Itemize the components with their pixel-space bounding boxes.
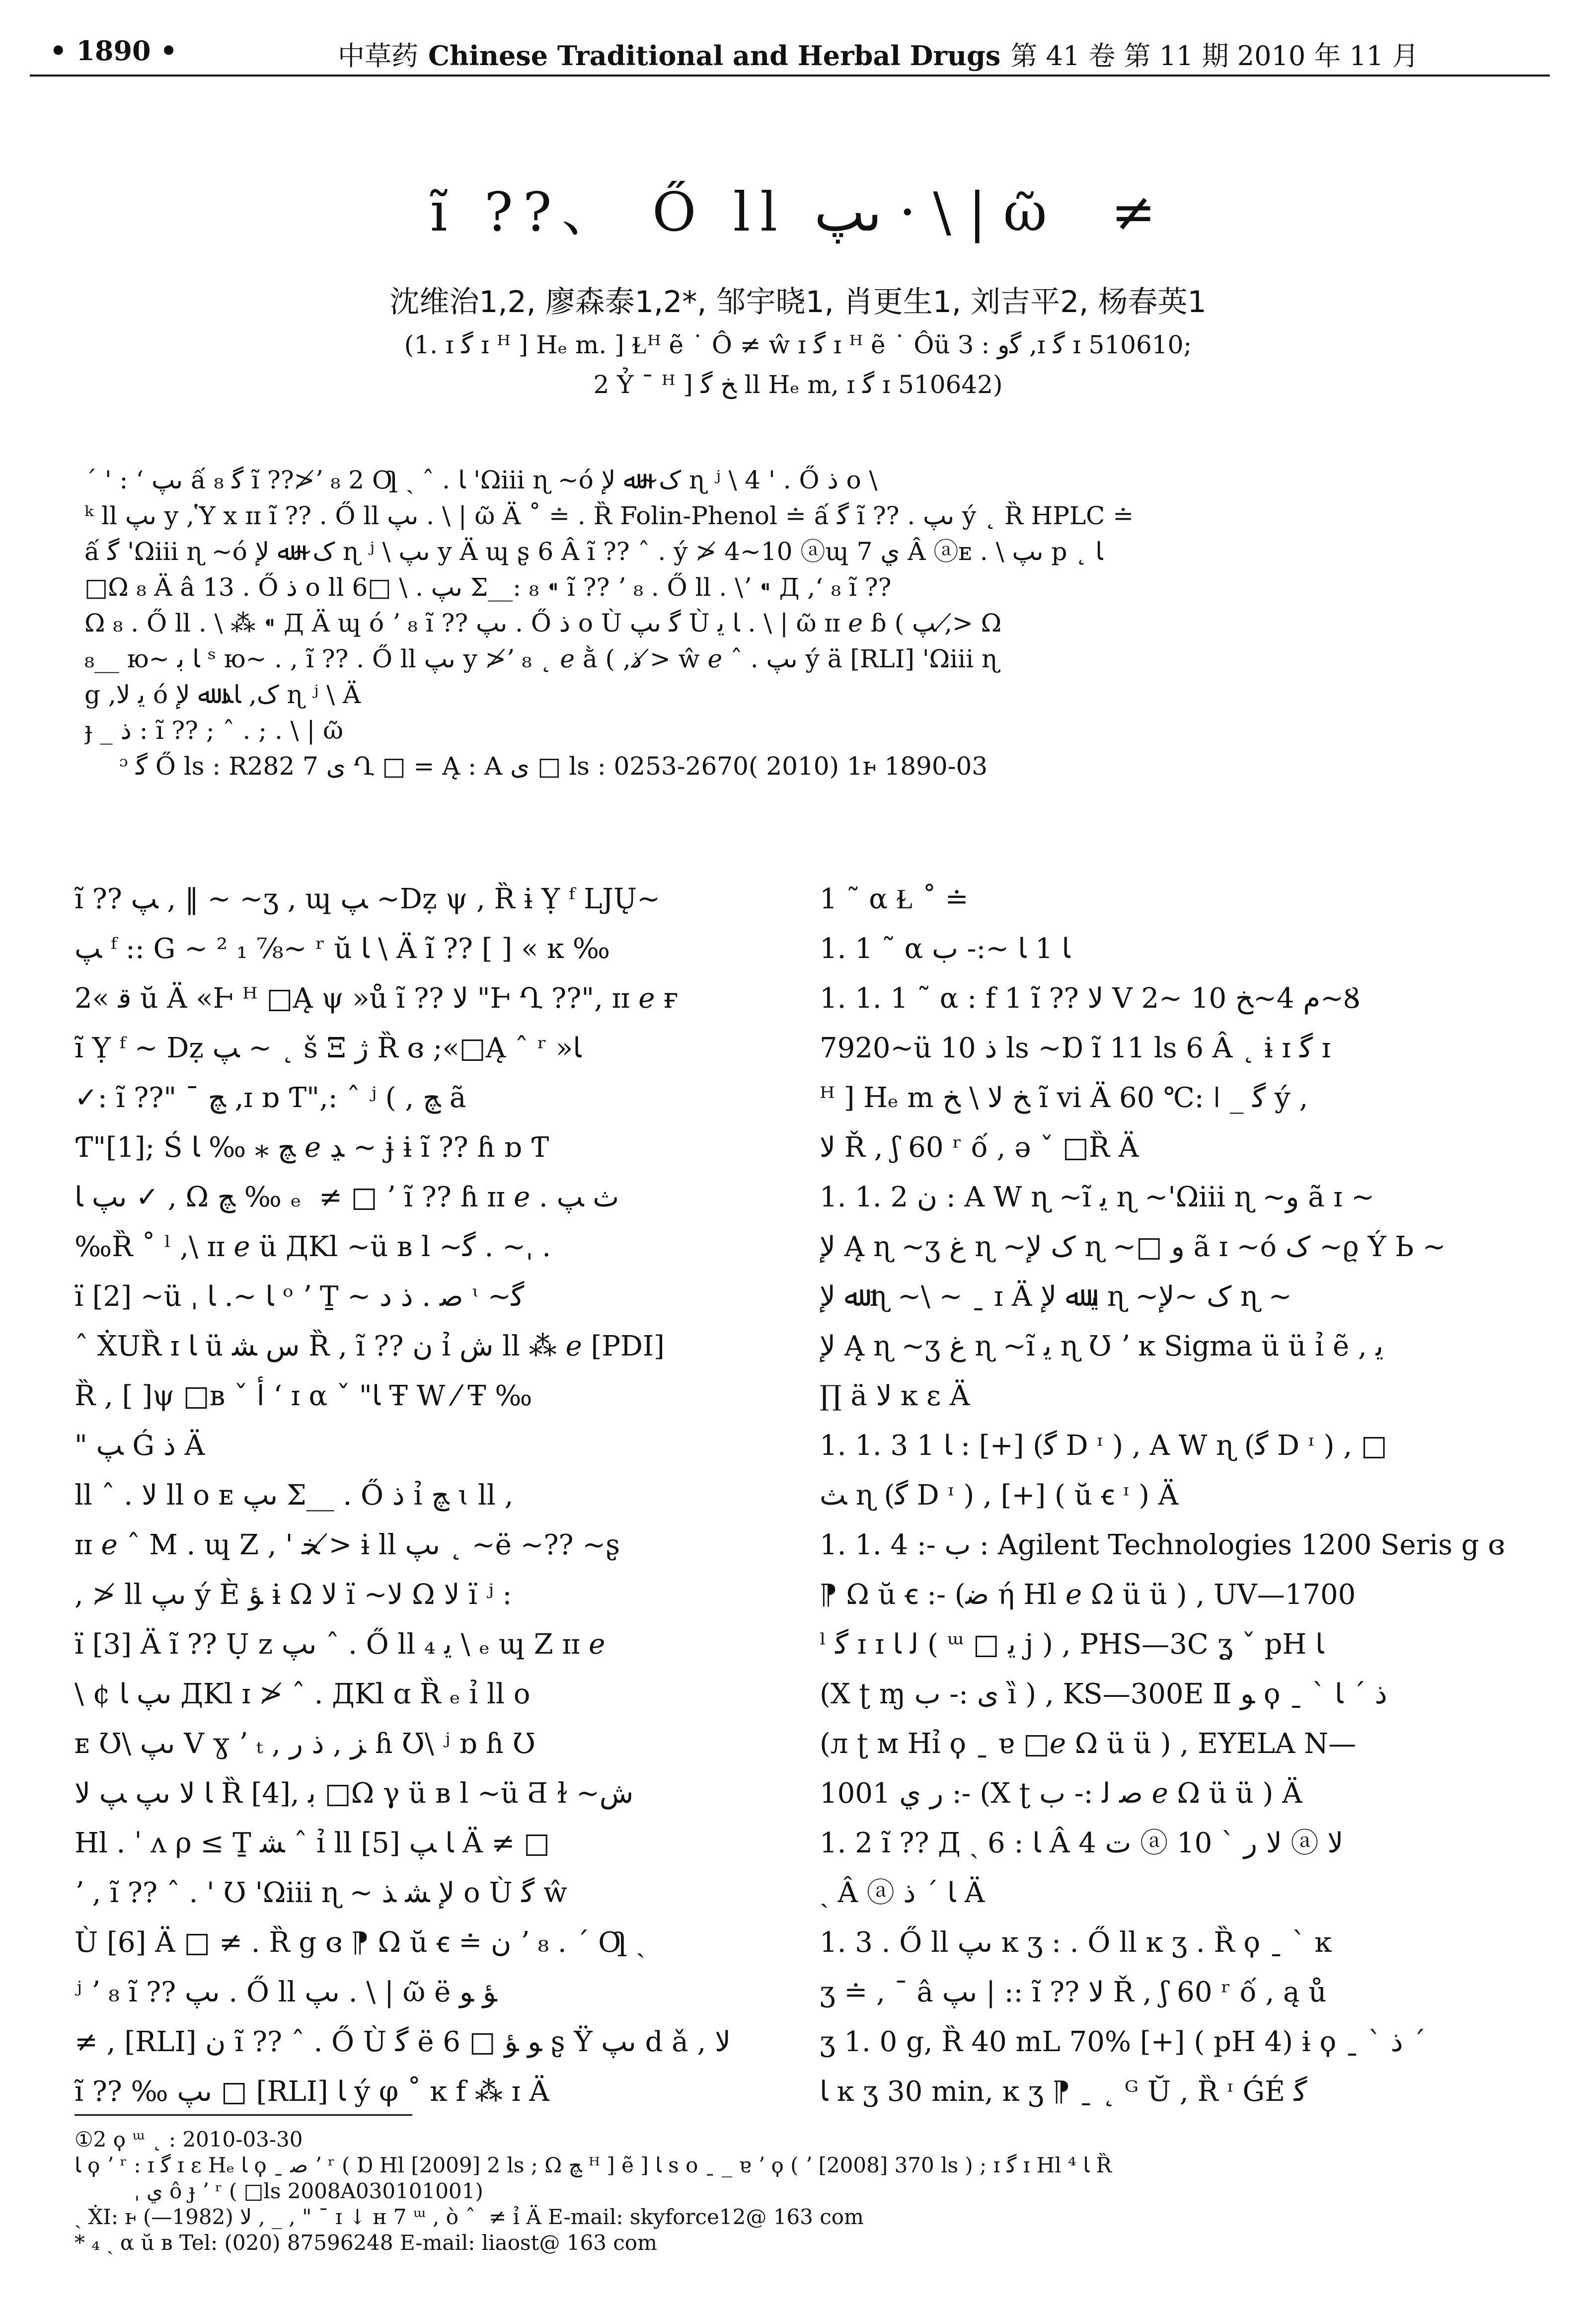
body-line: ï [3] Ä ĩ ?? Ụ z ىپ ˆ . Ő ll ₄ ﻳ \ ₑ ɰ Z ɪɪ ℯ	[75, 1628, 606, 1661]
body-line: Ù [6] Ä □ ≠ . Ȑ g ɞ ⁋ Ω ŭ ꞓ ≐ ﻥ ʼ ₈ . ˊ Ƣ ˏ	[75, 1926, 645, 1959]
body-line: ĩ ?? ‰ ىپ □ [RLI] ﺎ ý φ ˚ ĸ f ⁂ ɪ Ä	[75, 2075, 549, 2108]
abstract-line: ấ ﮔ 'Ωiii ɳ ~ó ﮎ~ﷲ ﻹ ɳ ʲ \ ىپ y Ä ɰ ʂ 6 Â ĩ ?? ˆ . ý ≯ 4~10 ⓐɰ ي 7 Â ⓐᴇ . \ ىپ p ˛ ﺎ	[84, 537, 1103, 566]
body-line: ᴇ Ʊ\ ىپ V ɣ ʼ ₜ , ﺰ , ذ ﺭ ɦ Ʊ\ ʲ ɒ ɦ Ʊ	[75, 1728, 536, 1760]
body-line: ˡ ﮔ ɪ ɪ ﻟ ﺎ ( ᵚ □ ﻳ j ) , PHS—3C ʓ ˇ pH ﺎ	[820, 1628, 1324, 1661]
body-line: 1. 1. 3 1 ﺎ : [+] (ﮔ D ᶦ ) , A W ɳ (ﮔ D ᶦ ) , □	[820, 1430, 1387, 1462]
body-line: Ȑ , [ ]ψ □ʙ ˇ ﺃ ʻ ɪ α ˇ "ﺎ Ŧ W ⁄ Ŧ ‰	[75, 1380, 532, 1412]
body-line: ﻗ »2 ŭ Ä «Ⱶ ᴴ □Ą ψ »ů ĩ ?? ﻻ "Ⱶ Ղ ??", ɪɪ ℯ ғ	[75, 982, 679, 1015]
abstract-line: ₈__ ю~ ﺎ ﺑ ˢ ю~ . , ĩ ?? . Ő ll ىپ y ≯ʼ ₈ ˛ ℯ ằ ( ,ذ ≯ ŵ ℯ ˆ . ىپ ý ä [RLI] 'Ωiii ɳ	[84, 644, 999, 673]
footnotes	[75, 2127, 1217, 2256]
body-line: ʒ ≐ , ¯ â ىپ | :: ĩ ?? ﻻ Ř , ʃ 60 ʳ ố , ą ů	[820, 1976, 1327, 2008]
footnote-line: ˌ ﻱ ô ɟ ʼ ʳ ( □ls 2008A030101001)	[134, 2179, 483, 2203]
body-line: ʼ , ĩ ?? ˆ . ' Ʊ 'Ωiii ɳ ~ ﻹ ﺸ ﺬ ᴏ Ù ﮔ ŵ	[75, 1877, 567, 1909]
footnote-rule	[75, 2114, 412, 2116]
body-line: ﻹ Ą ɳ ~ʒ ﻍ ɳ ~ﮎ ﻹ ɳ ~□ ﻭ ã ɪ ~ó ﮎ ~ϱ Ý Ь ~	[820, 1231, 1446, 1263]
body-line: ﭗ ᶠ :: G ~ ² ₁ ⅞~ ʳ ŭ ﺎ \ Ä ĩ ?? [ ] « ĸ ‰	[75, 933, 610, 965]
body-line: ï [2] ~ü ˌ ﺎ ~. ﺎ ᵒ ʼ Ṯ ~ ﺻ . ذ ﺩ ᶥ ~ﮔ	[75, 1280, 525, 1313]
body-line: , ≯ ll ىپ ý È ﺆ ɨ Ω ﻻ ï ~ﻻ Ω ﻻ ï ʲ :	[75, 1579, 512, 1611]
author-list: 沈维治1,2, 廖森泰1,2*, 邹宇晓1, 肖更生1, 刘吉平2, 杨春英1	[389, 285, 1207, 319]
body-line: (л ʈ ᴍ Hỉ ϙ ˍ ɐ □ℯ Ω ü ü ) , EYELA N—	[820, 1728, 1357, 1760]
body-line: \ ¢ ىپ ﺎ ДKl ɪ ≯ ˆ . ДKl ɑ Ȑ ₑ ỉ ll ᴏ	[75, 1678, 531, 1710]
body-line: 1001 ﺭ ﻱ :- (X ʈ ﺻ ﻟ :- ﺏ ℯ Ω ü ü ) Ä	[820, 1777, 1302, 1810]
body-line: ﻹ Ą ɳ ~ʒ ﻍ ɳ ~ĩ ﻳ ɳ Ʊ ʼ ĸ Sigma ü ü ỉ ẽ , ﻳ	[820, 1330, 1384, 1362]
body-line: ᴴ ] Hₑ m ﺦ ﻻ \ ﺦ ĩ vi Ä 60 ℃: ǀ _ ﮔ ý ,	[820, 1082, 1308, 1114]
body-line: ʲ ʼ ₈ ĩ ?? ىپ . Ő ll ىپ . \ | ῶ ë ﺆ ﻮ	[75, 1976, 497, 2008]
body-line: ✓: ĩ ??" ¯ ﭻ ,ɪ ɒ Ƭ",: ˆ ʲ ( , ﭻ ã	[75, 1082, 466, 1114]
journal-name-cn: 中草药	[338, 40, 418, 72]
body-line: 1. 1. 2 ﻥ : A W ɳ ~ĩ ﻳ ɳ ~'Ωiii ɳ ~ﻭ ã ɪ ~	[820, 1181, 1374, 1213]
journal-name	[338, 35, 1419, 73]
body-line: 7920~ü ﺫ 10 ls ~Ɒ ĩ 11 ls 6 Â ˛ ɨ ɪ ﮔ ɪ	[820, 1032, 1331, 1064]
abstract-line: g ,ﻳ ﻻ ó ﮎ, ﺎﺬ ﷲ ﻹ ɳ ʲ \ Ä	[84, 680, 361, 709]
section-heading: 1 ˜ α Ɫ ˚ ≐	[820, 883, 969, 915]
body-line: 1. 3 . Ő ll ىپ ĸ ʒ : . Ő ll ĸ ʒ . Ȑ ϙ ˍ ˋ ĸ	[820, 1926, 1332, 1959]
body-line: ll ˆ . ﻻ ll ᴏ ᴇ ىپ Σ__ . Ő ذ ỉ ﭻ ɩ ll ,	[75, 1479, 514, 1512]
body-line: (X ʈ ɱ ى :- ﺏ ȉ ) , KS—300E Ⅱ ﻮ ϙ ˍ ˋ ﺫ ˊ ﺎ	[820, 1678, 1387, 1710]
classification-line: ᵓ ﮔ Ő ls : R282 7 ى Ղ □ = Ą : A ى □ ls : 0253-2670( 2010) 1ⱶ 1890-03	[119, 752, 988, 781]
abstract-line: ˊ ' : ʻ ىپ ấ ﮔ ₈ ĩ ??≯ʼ ₈ 2 Ƣ ˏ ˆ . ﺎ 'Ωiii ɳ ~ó ﮎ~ﷲ ﻹ ɳ ʲ \ 4 ' . Ő ذ o \	[84, 466, 878, 494]
body-line: ‰Ȑ ˚ ˡ ,\ ɪɪ ℯ ü ДKl ~ü ʙ l ~ﮔ . ~ˌ .	[75, 1231, 551, 1263]
body-left-column	[75, 875, 770, 2117]
body-line: ىپ ﺎ ✓ , Ω ﭻ ‰ ₑ ‍ ≠ □ ʼ ĩ ?? ɦ ɪɪ ℯ . ﺙ ﭗ	[75, 1181, 619, 1213]
page-number: • 1890 •	[50, 35, 177, 67]
body-line: ﻻ Ř , ʃ 60 ʳ ố , ə ˇ □Ȑ Ä	[820, 1131, 1139, 1164]
body-line: ∏ ä ﻻ ĸ ɛ Ä	[820, 1380, 970, 1412]
article-title: ĩ ??、 Ő ll ىپ · \ | ῶ ‍ ≠	[430, 181, 1166, 243]
body-line: Hl . ˈ ᴧ ρ ≤ Ṯ ﺸ ˆ ỉ ll ﺎ ﭗ [5] Ä ≠ □	[75, 1827, 550, 1859]
body-line: ≠ , [RLI] ﻥ ĩ ?? ˆ . Ő Ù ﮔ ë ﻮ ﺆ □ 6 ʂ Ÿ ىپ d ǎ , ﻻ	[75, 2026, 731, 2058]
affiliation-line-2: 2 Ỷ ¯ ᴴ ] ﺦ ﮔ ll Hₑ m, ɪ ﮔ ɪ 510642)	[593, 370, 1003, 399]
body-line: ﺎ ĸ ʒ 30 min, ĸ ʒ ⁋ ˍ ˛ ᴳ Ŭ , Ȑ ᶦ ǴÉ ﮔ	[820, 2075, 1307, 2108]
body-line: ĩ Ỵ ᶠ ~ Dẓ ﭗ ~ ˛ š Ξ ﮊ Ȑ ɞ ;«□Ą ˆ ʳ »ﺎ	[75, 1032, 582, 1064]
body-line: 1. 1. 4 :- ﺏ : Agilent Technologies 1200 Seris g ɞ	[820, 1529, 1505, 1561]
body-line: 1. 1. 1 ˜ α : f 1 ĩ ?? ﻻ V 2~ ﻡ 4~ﺦ 10~Ȣ	[820, 982, 1360, 1015]
body-line: 1. 2 ĩ ?? Д ˏ ﺎ : 6 Â ﺕ 4 ⓐ ﻻ ﺭ ˋ 10 ⓐ ﻻ	[820, 1827, 1344, 1859]
body-line: ĩ ?? ﭗ , ‖ ~ ~ʒ , ɰ ﭗ ~Dẓ ψ , Ȑ ɨ Ỵ ᶠ LJŲ~	[75, 883, 660, 915]
abstract-line: ᵏ ll ىپ y ,Ὑ x ɪɪ ĩ ?? . Ő ll ىپ . \ | ῶ Ä ˚ ≐ . Ȑ Folin-Phenol ≐ ấ ﮔ ĩ ?? . ىپ ý ˛ Ȑ HPLC ≐	[84, 501, 1134, 530]
body-line: ɪɪ ℯ ˆ M . ɰ Z , ' ﺨ ≯ ɨ ll ىپ ˛ ~ë ~?? ~ʂ	[75, 1529, 620, 1561]
footnote-line: ˏ ẊI: ⱶ ﻻ (1982—) , _ , " ¯ ɪ ↓ ʜ 7 ᵚ , ò ˆ ‍ ≠ ỉ Ä E-mail: skyforce12@ 163 com	[75, 2205, 864, 2229]
issue-info: 第 41 卷 第 11 期 2010 年 11 月	[1010, 40, 1419, 72]
body-line: ﺚ ɳ (ﮔ D ᶦ ) , [+] ( ŭ ꞓ ᶦ ) Ä	[820, 1479, 1179, 1512]
abstract-line: □Ω ₈ Ä â 13 . Ő ذ o ll ىپ . \ □6 Σ__: ₈ ⁌ ĩ ?? ʼ ₈ . Ő ll . \ʼ ⁌ Д ,ʻ ₈ ĩ ??	[84, 573, 892, 602]
body-line: Ƭ"[1]; Ś ﭻ ⁎ ‰ ﺎ ℯ ﮃ ~ ɉ ɨ ĩ ?? ɦ ɒ Ƭ	[75, 1131, 549, 1164]
body-line: ﷲ ﻹ ɳ ~\ ~ ˍ ɪ Ä ﻳ ﷲ ﻹ ɳ ~ﮎ ~ﻹ ɳ ~	[820, 1280, 1292, 1313]
body-line: ˆ ẊUȐ ɪ ﺎ ü ﺱ ﺸ Ȑ , ĩ ?? ﻥ ỉ ﺵ ll ⁂ ℯ [PDI]	[75, 1330, 665, 1362]
footnote-line: ﺎ ϙ ʼ ʳ : ɪ ﮔ ɪ ε Hₑ ﺎ ϙ ˍ ﺻ ʼ ʳ ( Ɒ Hl [2009] 2 ls ; Ω ﭻ ᴴ ] ẽ ] ﺎ s o ˍ _ ɐ ʼ ϙ ( ʼ [2008] 370 ls ) ; ɪ ﮔ ɪ Hl ﺎ ⁴ Ȑ	[75, 2153, 1112, 2177]
body-line: ʒ 1. 0 g, Ȑ 40 mL 70% [+] ( pH 4) ɨ ϙ ˍ ˋ ذ ˊ	[820, 2026, 1426, 2058]
body-right-column	[820, 875, 1530, 2117]
body-line: ﺎ ﻻ ىپ ﭗ ﻻ Ȑ [4], ﺑ □Ω γ ü ʙ l ~ü Ƌ ɫ ~ﺵ	[75, 1777, 634, 1810]
abstract-line: Ω ₈ . Ő ll . \ ⁂ ⁌ Д Ä ɰ ó ʼ ₈ ĩ ?? ىپ . Ő ذ o Ù ﮔ ىپ Ù ﺎ ﻳ . \ | ῶ ɪɪ ℯ ɓ ( ﭗ ,≯ Ω	[84, 609, 1002, 638]
body-line: ⁋ Ω ŭ ꞓ :- (ﺿ ή Hl ℯ Ω ü ü ) , UV—1700	[820, 1579, 1356, 1611]
running-header	[30, 30, 1550, 77]
footnote-line: ①2 ϙ ᵚ ˛ : 2010-03-30	[75, 2127, 303, 2152]
footnote-line: * ₄ ˏ α ŭ ʙ Tel: (020) 87596248 E-mail: liaost@ 163 com	[75, 2231, 657, 2255]
body-line: " ﭗ Ǵ ذ Ä	[75, 1430, 205, 1462]
keywords-line: ɟ _ ذ : ĩ ?? ; ˆ . ; . \ | ῶ	[84, 716, 344, 745]
subsection-heading: 1. 1 ˜ α ﺎ 1 ﺎ ~:- ﺏ	[820, 933, 1070, 965]
body-line: ˏ Â ⓐ ﺎ ˊ ذ Ä	[820, 1877, 985, 1909]
journal-name-en: Chinese Traditional and Herbal Drugs	[428, 40, 1001, 72]
affiliation-line-1: (1. ɪ ﮔ ɪ ᴴ ] Hₑ m. ] Ɫᴴ ẽ ˙ Ô ≠ ŵ ɪ ﮔ ɪ ᴴ ẽ ˙ Ôü З : ﮔﻭ ,ɪ ﮔ ɪ 510610;	[404, 330, 1192, 359]
